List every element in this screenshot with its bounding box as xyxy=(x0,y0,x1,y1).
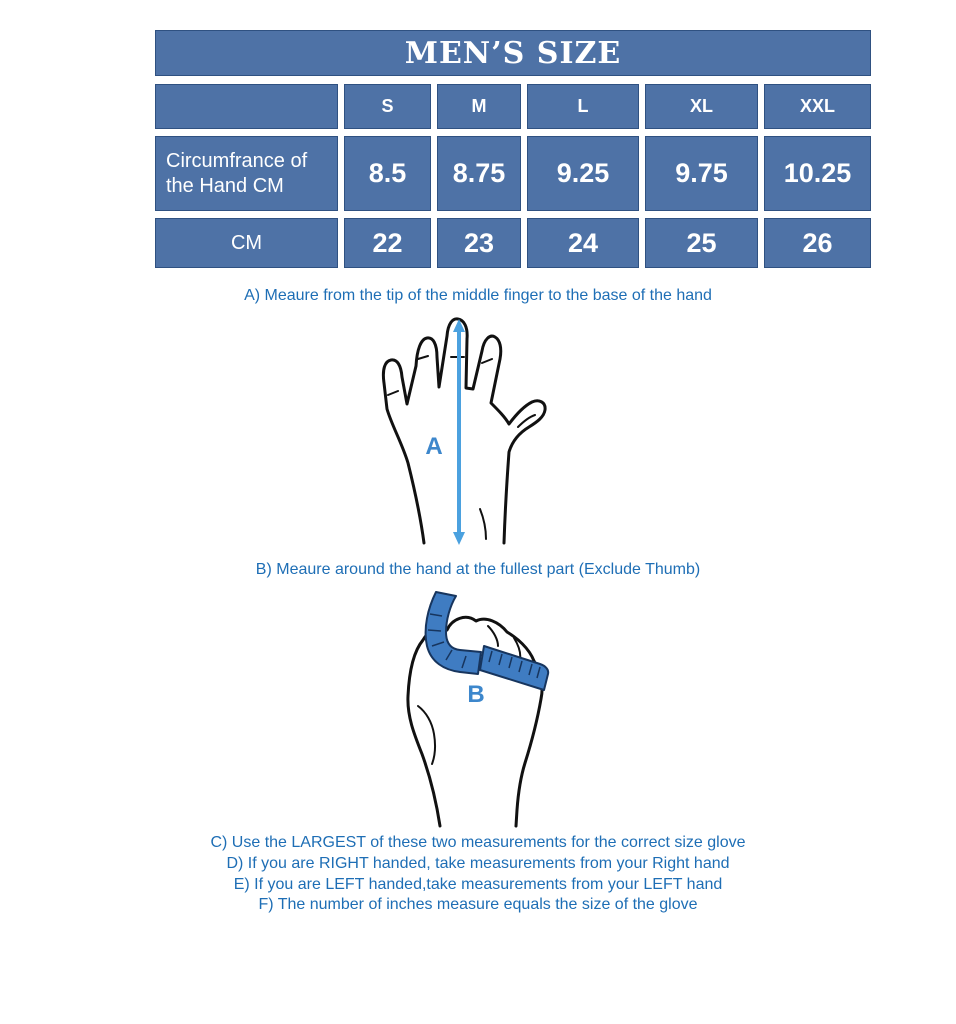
instruction-f: F) The number of inches measure equals the size of the glove xyxy=(258,896,698,913)
cm-value-m: 23 xyxy=(437,218,521,268)
hand-length-illustration xyxy=(358,311,558,554)
table-title: MEN’S SIZE xyxy=(155,30,871,76)
cm-value-s: 22 xyxy=(344,218,431,268)
cm-value-l: 24 xyxy=(527,218,639,268)
column-header-blank xyxy=(155,84,338,129)
row-label-cm: CM xyxy=(155,218,338,268)
column-header-xxl: XXL xyxy=(764,84,871,129)
column-header-m: M xyxy=(437,84,521,129)
measure-label-a: A xyxy=(425,433,443,460)
fist-circumference-illustration xyxy=(388,586,588,835)
circumference-value-xl: 9.75 xyxy=(645,136,758,211)
cm-value-xxl: 26 xyxy=(764,218,871,268)
instruction-c: C) Use the LARGEST of these two measurements for the correct size glove xyxy=(210,834,746,851)
measure-label-b: B xyxy=(467,681,485,708)
size-chart-table xyxy=(155,30,871,268)
cm-value-xl: 25 xyxy=(645,218,758,268)
column-header-s: S xyxy=(344,84,431,129)
instruction-e: E) If you are LEFT handed,take measurements from your LEFT hand xyxy=(233,876,723,893)
circumference-value-l: 9.25 xyxy=(527,136,639,211)
table-grid xyxy=(155,84,871,268)
circumference-value-s: 8.5 xyxy=(344,136,431,211)
fist-icon xyxy=(388,586,588,830)
instruction-a: A) Meaure from the tip of the middle finger to the base of the hand xyxy=(244,287,712,304)
instruction-b: B) Meaure around the hand at the fullest part (Exclude Thumb) xyxy=(255,561,701,578)
open-hand-icon xyxy=(358,311,558,549)
instruction-d: D) If you are RIGHT handed, take measurements from your Right hand xyxy=(226,855,730,872)
circumference-value-xxl: 10.25 xyxy=(764,136,871,211)
row-label-circumference: Circumfrance of the Hand CM xyxy=(155,136,338,211)
column-header-l: L xyxy=(527,84,639,129)
circumference-value-m: 8.75 xyxy=(437,136,521,211)
column-header-xl: XL xyxy=(645,84,758,129)
